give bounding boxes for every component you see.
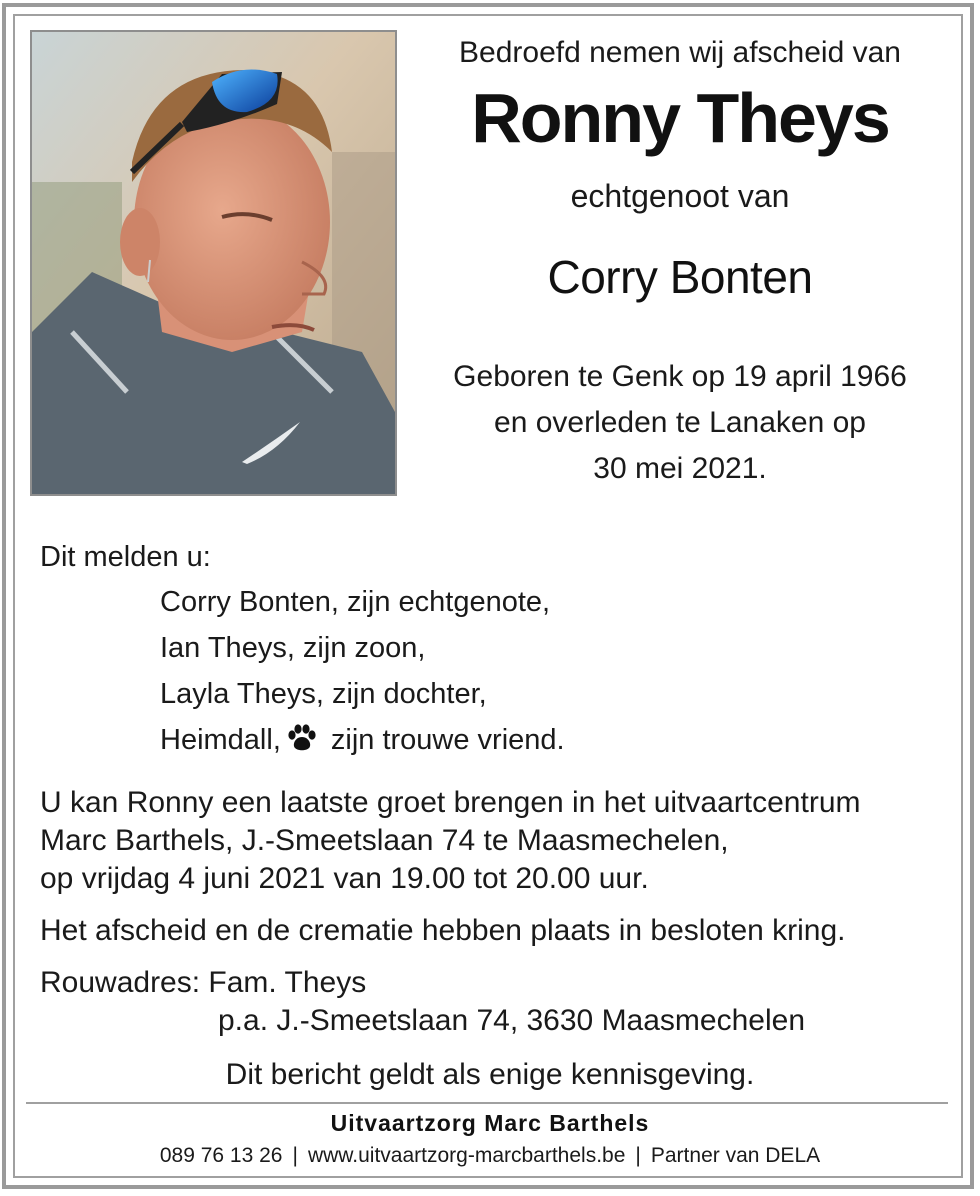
intro-text: Bedroefd nemen wij afscheid van [459,36,901,69]
death-line: en overleden te Lanaken op [494,406,866,439]
funeral-home-name: Uitvaartzorg Marc Barthels [330,1110,650,1136]
family-member: Corry Bonten, zijn echtgenote, [160,586,551,618]
family-member: Layla Theys, zijn dochter, [160,678,487,710]
paw-print-icon [287,724,317,752]
cremation-text: Het afscheid en de crematie hebben plaats in besloten kring. [40,914,846,947]
family-lead: Dit melden u: [40,541,211,573]
friend-role: zijn trouwe vriend. [330,724,565,756]
visitation-line: U kan Ronny een laatste groet brengen in het uitvaartcentrum [40,786,861,819]
mourning-address-street: p.a. J.-Smeetslaan 74, 3630 Maasmechelen [218,1004,806,1037]
website-link[interactable]: www.uitvaartzorg-marcbarthels.be [307,1144,626,1167]
family-friend [160,724,565,757]
death-date-line: 30 mei 2021. [593,452,767,485]
spouse-label: echtgenoot van [570,178,790,214]
portrait-photo [30,30,397,496]
family-member: Ian Theys, zijn zoon, [160,632,426,664]
partner-text: Partner van DELA [650,1144,821,1167]
spouse-name: Corry Bonten [547,251,813,303]
deceased-name: Ronny Theys [471,79,889,157]
closing-text: Dit bericht geldt als enige kennisgeving. [225,1058,755,1091]
footer-divider [26,1102,948,1104]
footer-contact [0,1144,980,1168]
birth-line: Geboren te Genk op 19 april 1966 [453,360,907,393]
separator: | [292,1144,298,1167]
visitation-line: Marc Barthels, J.-Smeetslaan 74 te Maasmechelen, [40,824,729,857]
visitation-line: op vrijdag 4 juni 2021 van 19.00 tot 20.00 uur. [40,862,649,895]
separator: | [635,1144,641,1167]
phone-number: 089 76 13 26 [159,1144,283,1167]
friend-name: Heimdall, [160,724,281,756]
mourning-address-label: Rouwadres: Fam. Theys [40,966,367,999]
